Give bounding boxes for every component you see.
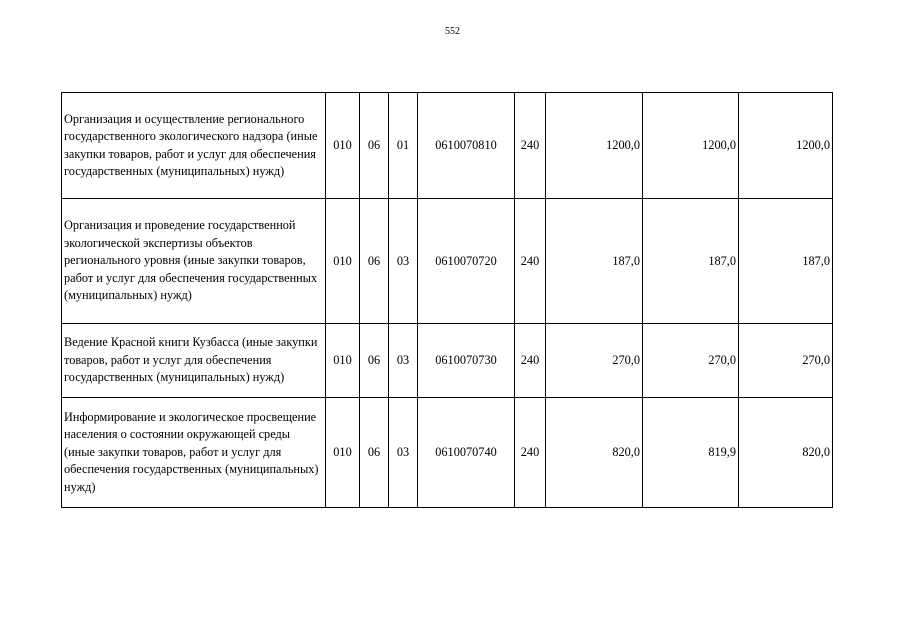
amount-1: 820,0 xyxy=(546,398,643,508)
amount-2: 1200,0 xyxy=(643,93,739,199)
section-code: 06 xyxy=(360,93,389,199)
target-article-code: 0610070730 xyxy=(418,324,515,398)
amount-2: 270,0 xyxy=(643,324,739,398)
amount-3: 1200,0 xyxy=(739,93,833,199)
ministry-code: 010 xyxy=(326,398,360,508)
amount-1: 187,0 xyxy=(546,199,643,324)
table-row xyxy=(62,324,833,398)
expense-type-code: 240 xyxy=(515,398,546,508)
table-row xyxy=(62,93,833,199)
ministry-code: 010 xyxy=(326,93,360,199)
subsection-code: 01 xyxy=(389,93,418,199)
row-description: Организация и проведение государственной экологической экспертизы объектов регионального уровня (иные закупки товаров, работ и услуг для обеспечения государственных (муниципальных) нужд) xyxy=(62,199,326,324)
amount-3: 820,0 xyxy=(739,398,833,508)
section-code: 06 xyxy=(360,324,389,398)
target-article-code: 0610070810 xyxy=(418,93,515,199)
row-description: Информирование и экологическое просвещение населения о состоянии окружающей среды (иные закупки товаров, работ и услуг для обеспечения государственных (муниципальных) нужд) xyxy=(62,398,326,508)
budget-table xyxy=(61,92,833,508)
amount-1: 1200,0 xyxy=(546,93,643,199)
expense-type-code: 240 xyxy=(515,324,546,398)
amount-3: 187,0 xyxy=(739,199,833,324)
section-code: 06 xyxy=(360,398,389,508)
target-article-code: 0610070720 xyxy=(418,199,515,324)
amount-1: 270,0 xyxy=(546,324,643,398)
ministry-code: 010 xyxy=(326,324,360,398)
table-row xyxy=(62,398,833,508)
row-description: Ведение Красной книги Кузбасса (иные закупки товаров, работ и услуг для обеспечения государственных (муниципальных) нужд) xyxy=(62,324,326,398)
section-code: 06 xyxy=(360,199,389,324)
amount-2: 187,0 xyxy=(643,199,739,324)
row-description: Организация и осуществление регионального государственного экологического надзора (иные закупки товаров, работ и услуг для обеспечения государственных (муниципальных) нужд) xyxy=(62,93,326,199)
subsection-code: 03 xyxy=(389,324,418,398)
ministry-code: 010 xyxy=(326,199,360,324)
target-article-code: 0610070740 xyxy=(418,398,515,508)
subsection-code: 03 xyxy=(389,199,418,324)
table-row xyxy=(62,199,833,324)
page-number: 552 xyxy=(445,26,460,37)
expense-type-code: 240 xyxy=(515,93,546,199)
amount-3: 270,0 xyxy=(739,324,833,398)
subsection-code: 03 xyxy=(389,398,418,508)
expense-type-code: 240 xyxy=(515,199,546,324)
amount-2: 819,9 xyxy=(643,398,739,508)
